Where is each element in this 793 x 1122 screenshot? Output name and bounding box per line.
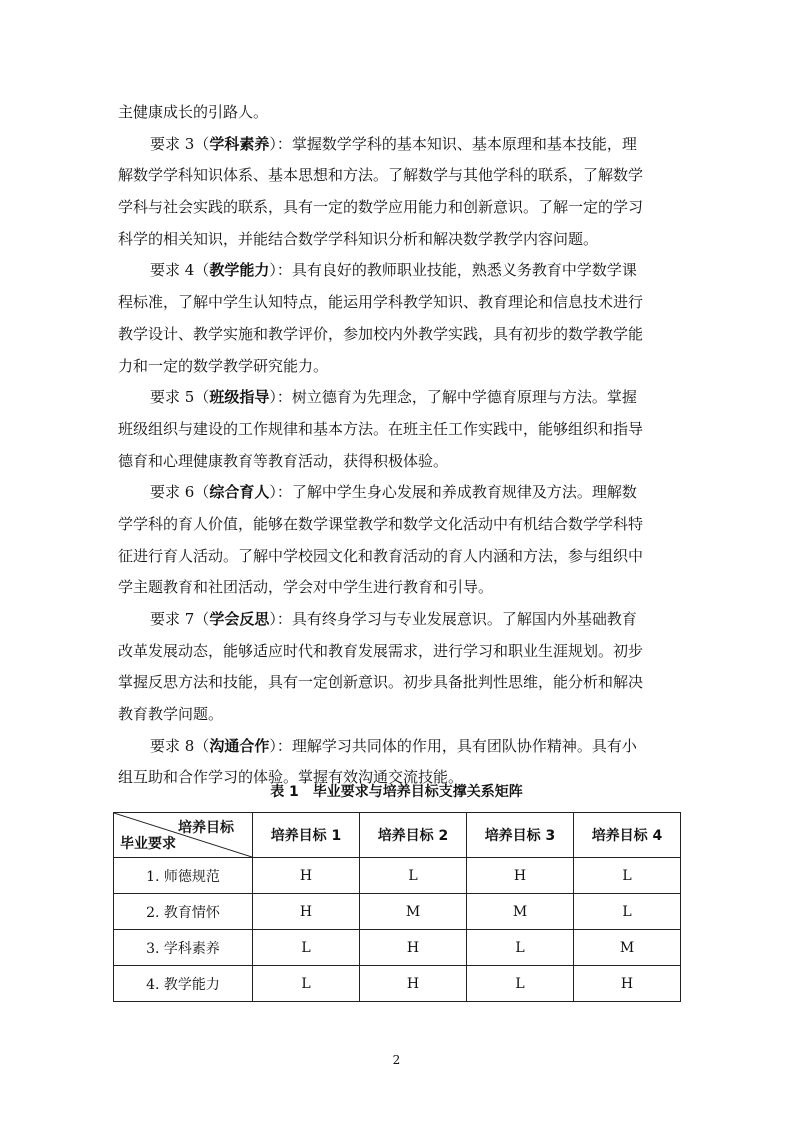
requirement-4-lead: 要求 4（教学能力）：具有良好的教师职业技能，熟悉义务教育中学数学课 [150,261,637,280]
paragraph-line: 学学科的育人价值，能够在数学课堂教学和数学文化活动中有机结合数学学科特 [118,514,644,533]
table-cell: H [360,966,467,1002]
column-header: 培养目标 4 [574,813,681,858]
table-caption: 表 1 毕业要求与培养目标支撑关系矩阵 [270,784,523,800]
table-cell: H [467,858,574,894]
table-row [114,858,681,894]
paragraph-line: 组互助和合作学习的体验。掌握有效沟通交流技能。 [118,768,464,787]
table-header-row [114,813,681,858]
paragraph-line: 科学的相关知识，并能结合数学学科知识分析和解决数学教学内容问题。 [118,229,599,248]
column-header: 培养目标 1 [253,813,360,858]
table-cell: H [253,858,360,894]
table-row [114,894,681,930]
table-cell: M [574,930,681,966]
table-cell: L [253,966,360,1002]
requirement-keyword: 学会反思 [209,610,270,628]
row-label: 3. 学科素养 [114,930,253,966]
paragraph-line: 学主题教育和社团活动，学会对中学生进行教育和引导。 [118,578,494,597]
table-cell: L [467,966,574,1002]
paragraph-line: 教育教学问题。 [118,705,224,724]
table-row [114,966,681,1002]
table-cell: H [574,966,681,1002]
table-cell: H [253,894,360,930]
table-cell: L [574,858,681,894]
corner-top-label: 培养目标 [178,820,234,836]
requirement-keyword: 教学能力 [209,261,270,280]
corner-bottom-label: 毕业要求 [120,836,176,852]
table-cell: L [467,930,574,966]
column-header: 培养目标 2 [360,813,467,858]
paragraph-line: 掌握反思方法和技能，具有一定创新意识。初步具备批判性思维，能分析和解决 [118,673,644,692]
table-cell: L [253,930,360,966]
requirement-keyword: 班级指导 [209,388,270,407]
requirement-keyword: 综合育人 [209,483,270,502]
paragraph-line: 力和一定的数学教学研究能力。 [118,356,329,375]
table-cell: H [360,930,467,966]
corner-header-cell [114,813,253,858]
table-cell: L [360,858,467,894]
column-header: 培养目标 3 [467,813,574,858]
support-matrix-table [113,812,681,1002]
paragraph-line: 教学设计、教学实施和教学评价，参加校内外教学实践，具有初步的数学教学能 [118,324,644,343]
table-cell: L [574,894,681,930]
paragraph-line: 改革发展动态，能够适应时代和教育发展需求，进行学习和职业生涯规划。初步 [118,641,644,660]
requirement-7-lead: 要求 7（学会反思）：具有终身学习与专业发展意识。了解国内外基础教育 [150,610,637,628]
requirement-6-lead: 要求 6（综合育人）：了解中学生身心发展和养成教育规律及方法。理解数 [150,483,637,502]
paragraph-line: 征进行育人活动。了解中学校园文化和教育活动的育人内涵和方法，参与组织中 [118,546,644,565]
table-row [114,930,681,966]
requirement-3-lead: 要求 3（学科素养）：掌握数学学科的基本知识、基本原理和基本技能，理 [150,134,637,153]
paragraph-line: 学科与社会实践的联系，具有一定的数学应用能力和创新意识。了解一定的学习 [118,198,644,217]
row-label: 4. 教学能力 [114,966,253,1002]
body-text [118,97,675,794]
requirement-5-lead: 要求 5（班级指导）：树立德育为先理念，了解中学德育原理与方法。掌握 [150,388,637,407]
paragraph-line: 德育和心理健康教育等教育活动，获得积极体验。 [118,451,449,470]
paragraph-line: 程标准，了解中学生认知特点，能运用学科教学知识、教育理论和信息技术进行 [118,293,644,312]
paragraph-line: 解数学学科知识体系、基本思想和方法。了解数学与其他学科的联系，了解数学 [118,166,644,185]
paragraph-line: 班级组织与建设的工作规律和基本方法。在班主任工作实践中，能够组织和指导 [118,419,644,438]
paragraph-line: 主健康成长的引路人。 [118,103,269,121]
requirement-keyword: 学科素养 [209,134,270,153]
requirement-8-lead: 要求 8（沟通合作）：理解学习共同体的作用，具有团队协作精神。具有小 [150,736,637,755]
row-label: 1. 师德规范 [114,858,253,894]
table-cell: M [360,894,467,930]
page-number: 2 [392,1053,401,1067]
row-label: 2. 教育情怀 [114,894,253,930]
requirement-keyword: 沟通合作 [209,736,270,755]
table-cell: M [467,894,574,930]
